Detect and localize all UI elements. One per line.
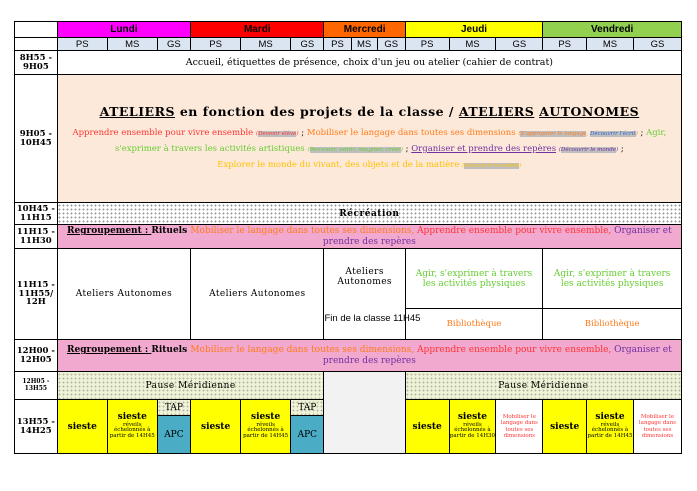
lundi-ateliers-autonomes: Ateliers Autonomes: [57, 249, 190, 340]
mercredi-ateliers: Ateliers Autonomes: [337, 267, 392, 287]
level-gs: GS: [496, 38, 543, 51]
level-ms: MS: [449, 38, 496, 51]
vendredi-gs-langage: Mobiliser le langage dans toutes ses dimensions: [633, 400, 681, 454]
level-gs: GS: [291, 38, 324, 51]
reveil-label: réveils échelonnés à partir de 14H45: [587, 421, 633, 440]
regroupement-vivre: Apprendre ensemble pour vivre ensemble,: [417, 345, 615, 356]
vendredi-sieste-ps: sieste: [543, 400, 587, 454]
rituels-label: Rituels: [151, 345, 191, 356]
domaine-sub-text: Percevoir, sentir, imaginer, créer: [309, 146, 401, 153]
regroupement-vivre: Apprendre ensemble pour vivre ensemble,: [417, 226, 615, 237]
ateliers-title: [64, 104, 675, 119]
day-header-lundi: Lundi: [57, 22, 190, 38]
corner-cell: [15, 38, 58, 51]
regroupement-reperes: Organiser et prendre des repères: [322, 345, 672, 366]
level-gs: GS: [157, 38, 190, 51]
jeudi-sieste-ms: [449, 400, 496, 454]
lundi-tap: TAP: [157, 400, 190, 416]
regroupement-cell: [57, 340, 681, 372]
pause-meridienne-lundi-mardi: Pause Méridienne: [57, 372, 324, 400]
time-slot: 10H45 - 11H15: [15, 203, 58, 225]
fin-classe: Fin de la classe 11H45: [324, 313, 421, 324]
level-gs: GS: [377, 38, 405, 51]
vendredi-sieste-ms: [587, 400, 634, 454]
mardi-sieste-ms: [241, 400, 291, 454]
domaine-reperes: Organiser et prendre des repères: [411, 143, 557, 154]
day-header-mercredi: Mercredi: [324, 22, 405, 38]
domaine-sub-text: Découvrir le monde: [560, 146, 616, 153]
ateliers-cell: [57, 75, 681, 203]
domaine-sub-text: S'approprier le langage: [520, 130, 587, 137]
ateliers-title-part: en fonction des projets de la classe /: [175, 103, 459, 119]
level-ms: MS: [241, 38, 291, 51]
reveil-label: réveils échelonnés à partir de 14H30: [449, 421, 495, 440]
mercredi-afternoon-empty: [324, 372, 405, 454]
domaine-sub-text: Découvrir le monde: [464, 163, 520, 170]
level-ps: PS: [324, 38, 351, 51]
level-gs: GS: [633, 38, 681, 51]
time-slot: 11H15 - 11H55/ 12H: [15, 249, 58, 340]
level-ms: MS: [107, 38, 157, 51]
vendredi-activites-physiques: Agir, s'exprimer à travers les activités physiques: [543, 249, 682, 309]
ateliers-title-part: ATELIERS: [458, 103, 535, 119]
level-ps: PS: [191, 38, 241, 51]
domaine-vivre-ensemble: Apprendre ensemble pour vivre ensemble: [72, 127, 254, 138]
sieste-label: sieste: [251, 412, 281, 423]
level-ms: MS: [587, 38, 634, 51]
mardi-tap: TAP: [291, 400, 324, 416]
jeudi-bibliotheque: Bibliothèque: [405, 309, 543, 340]
sieste-label: sieste: [595, 412, 625, 423]
recreation-cell: Récréation: [57, 203, 681, 225]
time-slot: 13H55 - 14H25: [15, 400, 58, 454]
regroupement-cell: [57, 225, 681, 249]
regroupement-label: Regroupement :: [67, 345, 152, 356]
domaine-sub: Découvrir le monde): [464, 163, 522, 170]
time-slot: 11H15 - 11H30: [15, 225, 58, 249]
mardi-apc: APC: [291, 416, 324, 454]
day-header-jeudi: Jeudi: [405, 22, 543, 38]
weekly-schedule-table: [14, 21, 682, 454]
day-header-vendredi: Vendredi: [543, 22, 682, 38]
pause-meridienne-jeudi-vendredi: Pause Méridienne: [405, 372, 681, 400]
reveil-label: réveils échelonnés à partir de 14H45: [109, 421, 155, 440]
domaine-sub-text: Devenir élève: [258, 130, 297, 137]
time-slot: 9H05 - 10H45: [15, 75, 58, 203]
reveil-label: réveils échelonnés à partir de 14H45: [243, 421, 289, 440]
lundi-apc: APC: [157, 416, 190, 454]
time-slot: 8H55 - 9H05: [15, 51, 58, 75]
jeudi-gs-langage: Mobiliser le langage dans toutes ses dimensions: [496, 400, 543, 454]
time-slot: 12H05 - 13H55: [15, 372, 58, 400]
regroupement-langage: Mobiliser le langage dans toutes ses dimensions,: [190, 226, 418, 237]
level-ms: MS: [351, 38, 377, 51]
day-header-mardi: Mardi: [191, 22, 324, 38]
domaine-sub: (Devenir élève): [255, 130, 299, 137]
level-ps: PS: [405, 38, 449, 51]
domaine-sub-text: Découvrir l'écrit: [589, 130, 636, 137]
regroupement-label: Regroupement :: [67, 226, 152, 237]
time-slot: 12H00 - 12H05: [15, 340, 58, 372]
domaines-list: Apprendre ensemble pour vivre ensemble (Devenir élève) ; Mobiliser le langage dans toutes ses dimensions S'approprier le langage, Découvrir l'écrit) ; Agir, s'exprimer à travers les activités artistiques (Percevoir, sentir, imaginer, créer) ; Organiser et prendre des repères (Découvrir le monde) ; Explorer le monde du vivant, des objets et de la matière Découvrir le monde): [72, 127, 667, 171]
lundi-sieste-ps: sieste: [57, 400, 107, 454]
mercredi-cell: [324, 249, 421, 340]
jeudi-sieste-ps: sieste: [405, 400, 449, 454]
corner-cell: [15, 22, 58, 38]
domaine-sub: S'approprier le langage, Découvrir l'écrit): [520, 130, 638, 137]
domaine-langage: Mobiliser le langage dans toutes ses dimensions: [306, 127, 516, 138]
mardi-ateliers-autonomes: Ateliers Autonomes: [191, 249, 324, 340]
domaine-sub: (Découvrir le monde): [558, 146, 619, 153]
level-ps: PS: [57, 38, 107, 51]
accueil-cell: Accueil, étiquettes de présence, choix d'un jeu ou atelier (cahier de contrat): [57, 51, 681, 75]
level-ps: PS: [543, 38, 587, 51]
domaine-artistiques: Agir, s'exprimer à travers les activités artistiques: [114, 127, 667, 154]
rituels-label: Rituels: [151, 226, 191, 237]
mardi-sieste-ps: sieste: [191, 400, 241, 454]
jeudi-activites-physiques: Agir, s'exprimer à travers les activités physiques: [405, 249, 543, 309]
sieste-label: sieste: [117, 412, 147, 423]
sieste-label: sieste: [457, 412, 488, 423]
ateliers-title-part: ATELIERS: [99, 103, 175, 119]
domaine-sub: (Percevoir, sentir, imaginer, créer): [307, 146, 403, 153]
domaine-explorer: Explorer le monde du vivant, des objets et de la matière: [217, 160, 460, 171]
regroupement-langage: Mobiliser le langage dans toutes ses dimensions,: [190, 345, 418, 356]
regroupement-reperes: Organiser et prendre des repères: [322, 226, 672, 247]
lundi-sieste-ms: [107, 400, 157, 454]
ateliers-title-part: AUTONOMES: [539, 103, 640, 119]
vendredi-bibliotheque: Bibliothèque: [543, 309, 682, 340]
